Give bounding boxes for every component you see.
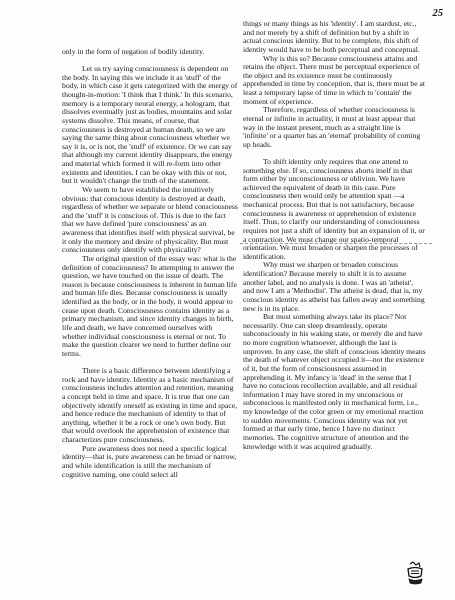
- page-number: 25: [432, 8, 443, 19]
- paragraph: Let us try saying consciousness is dependent on the body. In saying this we include it as 'stuff' of the body, in which case it gets categorized with the energy of thought-in-motion: 'I think that I think.' In this scenario, memory is a temporary neural energy, a hologram, that dissolves eventually just as bodies, mountains and solar systems dissolve. This means, of course, that consciousness is destroyed at human death, so we are saying the same thing about consciousness whether we say it is, or is not, the 'stuff' of existence. Or we can say that although my current identity disappears, the energy and material which formed it will re-form into other existents and identities. I can be okay with this or not, but it wouldn't change the truth of the statement.: [62, 64, 238, 186]
- paragraph: Why is this so? Because consciousness attains and retains the object. There must be perceptual experience of the object and its existence must be continuously apprehended in time by conception, that is, there must be at least a temporary lapse of time in which to 'contain' the moment of experience.: [243, 53, 426, 106]
- stamp-icon: [404, 560, 426, 586]
- right-column: [243, 20, 426, 451]
- paragraph: But must something always take its place? Not necessarily. One can sleep dreamlessly, operate subconsciously in his waking state, or merely die and have no more cognition whatsoever, although the last is unproven. In any case, the shift of conscious identity means the death of whatever object occupied it—not the existence of it, but the form of consciousness assumed in apprehending it. My infancy is 'dead' in the sense that I have no conscious recollection available, and all residual information I may have stored in my unconscious or subconscious is manifested only in mechanical form, i.e., my knowledge of the color green or my emotional reaction to sudden movements. Conscious identity was not yet formed at that early time, hence I have no distinct memories. The cognitive structure of attention and the knowledge with it was acquired gradually.: [243, 312, 426, 451]
- scan-artifact-line: [240, 243, 432, 244]
- paragraph: Why must we sharpen or broaden conscious identification? Because merely to shift it is to assume another label, and no analysis is done. I was an 'atheist', and now I am a 'Methodist'. The atheist is dead, that is, my conscious identity as atheist has fallen away and something new is in its place.: [243, 260, 425, 313]
- paragraph: We seem to have established the intuitively obvious: that conscious identity is destroyed at death, regardless of whether we separate or blend consciousness and the 'stuff' it is conscious of. This is due to the fact that we have defined 'pure consciousness' as an awareness that identifies itself with physical survival, be it only the memory and desire of physicality. But must consciousness only identify with physicality?: [62, 184, 238, 255]
- paragraph: things or many things as his 'identity'. I am stardust, etc., and not merely by a shift of definition but by a shift in actual conscious identity. But to be complete, this shift of identity would have to be both perceptual and conceptual.: [243, 19, 420, 54]
- paragraph: The original question of the essay was: what is the definition of consciousness? In attempting to answer the question, we have touched on the issue of death. The reason is because consciousness is inherent in human life and human life dies. Because consciousness is usually identified as the body, or in the body, it would appear to cease upon death. Consciousness contains identity as a primary mechanism, and since identity changes in birth, life and death, we have concerned ourselves with whether individual consciousness is eternal or not. To make the question clearer we need to further define our terms.: [62, 253, 237, 358]
- left-column: [62, 48, 238, 479]
- paragraph: To shift identity only requires that one attend to something else. If so, consciousness aborts itself in that form either by unconsciousness or oblivion. We have achieved the equivalent of death in this case. Pure consciousness then would only be attention span —a mechanical process. But that is not satisfactory, because consciousness is awareness or apprehension of existence itself. Thus, to clarify our understanding of consciousness requires not just a shift of identity but an expansion of it, or a contraction. We must change our spatio-temporal orientation. We must broaden or sharpen the processes of identification.: [243, 156, 425, 261]
- paragraph: Therefore, regardless of whether consciousness is eternal or infinite in actuality, it must at least appear that way in the instant present, much as a straight line is 'infinite' or a quarter has an 'eternal' probability of coming up heads.: [243, 105, 421, 149]
- paragraph: Pure awareness does not need a specific logical identity—that is, pure awareness can be broad or narrow, and while identification is still the mechanism of cognitive naming, one could select all: [62, 443, 237, 479]
- paragraph: There is a basic difference between identifying a rock and have identity. Identity as a basic mechanism of consciousness includes attention and retention, meaning a concept held in time and space. It is true that one can objectively identify oneself as existing in time and space, and hence reduce the mechanism of identity to that of anything, whether it be a rock or one's own body. But that would overlook the apprehension of existence that characterizes pure consciousness.: [62, 366, 238, 445]
- paragraph: only in the form of negation of bodily identity.: [62, 47, 205, 56]
